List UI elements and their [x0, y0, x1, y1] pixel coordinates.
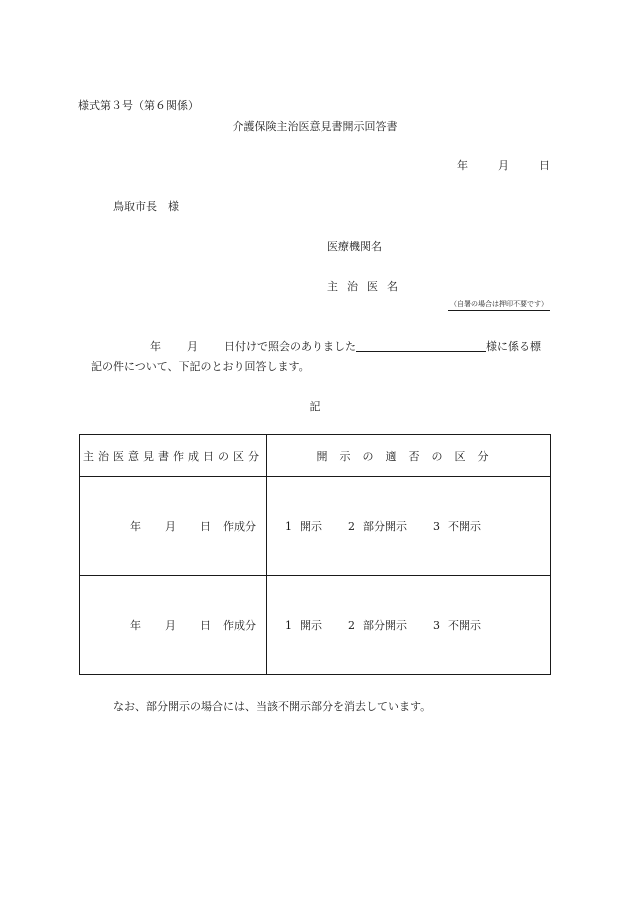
- document-title: 介護保険主治医意見書開示回答書: [232, 120, 398, 133]
- row-year: 年: [130, 619, 141, 632]
- option-number: 2: [348, 520, 355, 533]
- option-disclose[interactable]: [285, 520, 322, 533]
- row-day: 日: [200, 520, 211, 533]
- option-partial-disclose[interactable]: [348, 619, 407, 632]
- creation-date-cell: [80, 477, 267, 576]
- attending-doctor-label: [327, 278, 407, 294]
- header-creation-date-category: 主治医意見書作成日の区分: [80, 435, 267, 477]
- option-label: 開示: [300, 619, 322, 632]
- row-year: 年: [130, 520, 141, 533]
- table-row: [80, 477, 551, 576]
- option-label: 不開示: [448, 619, 481, 632]
- disclosure-table: [79, 434, 551, 675]
- option-label: 開示: [300, 520, 322, 533]
- date-line: [427, 157, 550, 173]
- name-blank-underline: [356, 339, 486, 352]
- option-number: 2: [348, 619, 355, 632]
- institution-name-label: 医療機関名: [327, 240, 382, 253]
- option-non-disclose[interactable]: [433, 619, 481, 632]
- doctor-label-char: 主: [327, 280, 338, 293]
- row-made-label: 作成分: [223, 619, 256, 632]
- doctor-label-char: 治: [347, 280, 358, 293]
- header-disclosure-category: 開示の適否の区分: [267, 435, 551, 477]
- date-day-label: 日: [539, 159, 550, 172]
- option-number: 3: [433, 520, 440, 533]
- body-line-2: 記の件について、下記のとおり回答します。: [91, 360, 310, 373]
- option-label: 不開示: [448, 520, 481, 533]
- body-year: 年: [150, 340, 161, 353]
- doctor-label-char: 名: [387, 280, 398, 293]
- option-label: 部分開示: [363, 619, 407, 632]
- addressee: 鳥取市長 様: [113, 200, 179, 213]
- option-number: 1: [285, 520, 292, 533]
- footnote: なお、部分開示の場合には、当該不開示部分を消去しています。: [113, 700, 432, 713]
- doctor-label-char: 医: [367, 280, 378, 293]
- creation-date-cell: [80, 576, 267, 675]
- form-number: 様式第３号（第６関係）: [78, 99, 199, 112]
- body-line-1: [150, 338, 541, 354]
- date-year-label: 年: [457, 159, 468, 172]
- row-month: 月: [165, 619, 176, 632]
- body-suffix: 様に係る標: [486, 340, 541, 353]
- option-partial-disclose[interactable]: [348, 520, 407, 533]
- option-label: 部分開示: [363, 520, 407, 533]
- row-made-label: 作成分: [223, 520, 256, 533]
- body-month: 月: [187, 340, 198, 353]
- seal-note: （自署の場合は押印不要です）: [448, 299, 550, 311]
- table-row: [80, 576, 551, 675]
- date-month-label: 月: [498, 159, 509, 172]
- row-month: 月: [165, 520, 176, 533]
- option-number: 1: [285, 619, 292, 632]
- disclosure-options-cell: [267, 576, 551, 675]
- option-non-disclose[interactable]: [433, 520, 481, 533]
- option-number: 3: [433, 619, 440, 632]
- body-text: 日付けで照会のありました: [224, 340, 356, 353]
- table-header-row: [80, 435, 551, 477]
- ki-heading: 記: [309, 400, 321, 413]
- row-day: 日: [200, 619, 211, 632]
- option-disclose[interactable]: [285, 619, 322, 632]
- disclosure-options-cell: [267, 477, 551, 576]
